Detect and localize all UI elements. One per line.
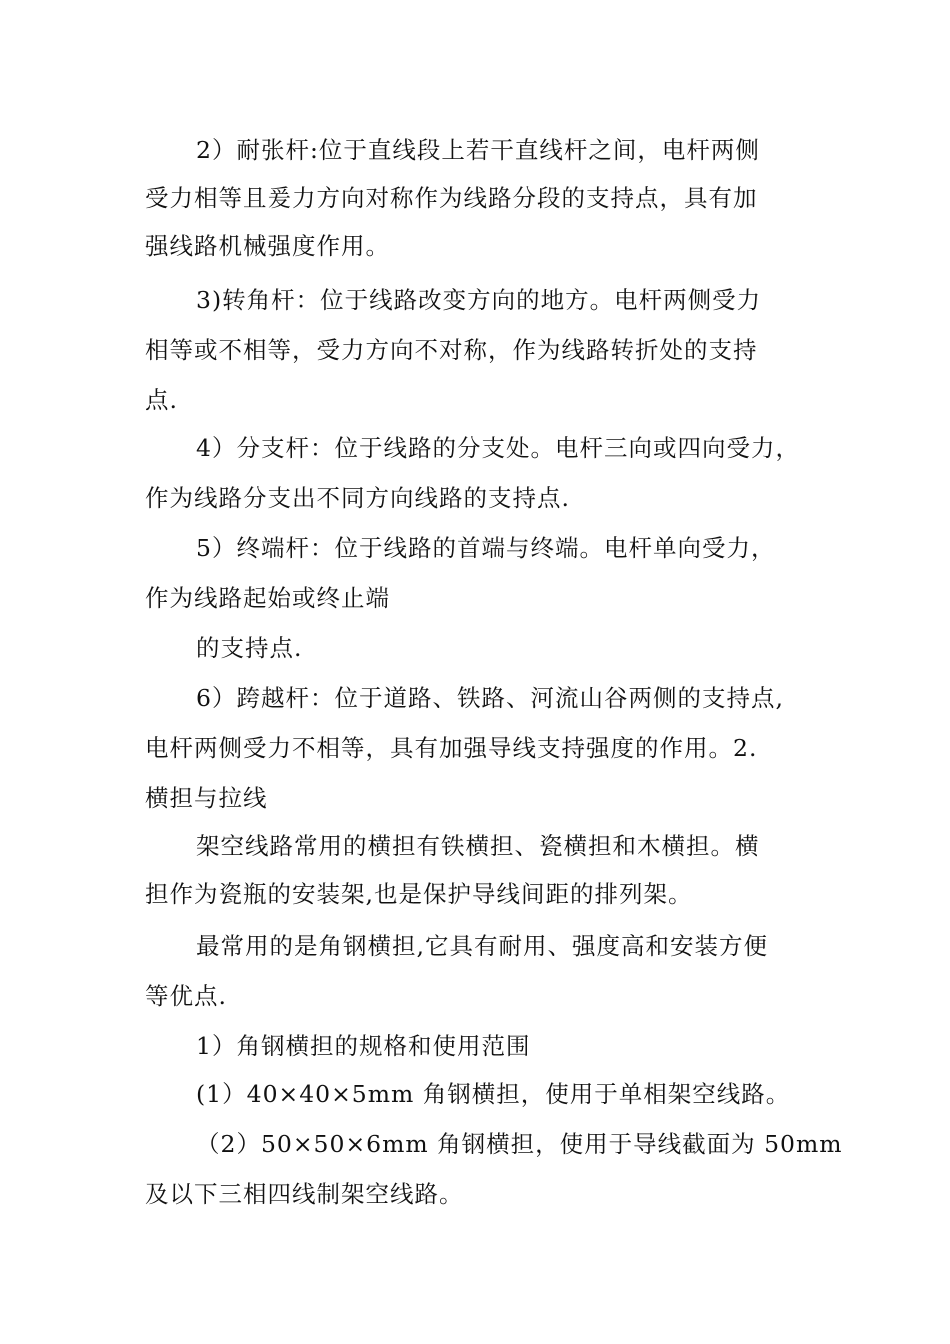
- subheading-angle-steel-specs: 1）角钢横担的规格和使用范围: [196, 1032, 531, 1060]
- paragraph-terminal-pole-line-2: 作为线路起始或终止端: [145, 584, 390, 612]
- paragraph-branch-pole-line-2: 作为线路分支出不同方向线路的支持点.: [145, 484, 570, 512]
- paragraph-angle-steel-line-2: 等优点.: [145, 982, 227, 1010]
- paragraph-tension-pole-line-1: 2）耐张杆:位于直线段上若干直线杆之间，电杆两侧: [196, 136, 760, 164]
- list-item-spec-2-line-1: （2）50×50×6mm 角钢横担，使用于导线截面为 50mm: [196, 1130, 843, 1158]
- paragraph-corner-pole-line-2: 相等或不相等，受力方向不对称，作为线路转折处的支持: [145, 336, 758, 364]
- paragraph-crossarm-types-line-1: 架空线路常用的横担有铁横担、瓷横担和木横担。横: [196, 832, 760, 860]
- paragraph-crossing-pole-line-2: 电杆两侧受力不相等，具有加强导线支持强度的作用。2.: [145, 734, 758, 762]
- list-item-spec-2-line-2: 及以下三相四线制架空线路。: [145, 1180, 464, 1208]
- paragraph-tension-pole-line-2: 受力相等且爰力方向对称作为线路分段的支持点，具有加: [145, 184, 758, 212]
- paragraph-angle-steel-line-1: 最常用的是角钢横担,它具有耐用、强度高和安装方便: [196, 932, 768, 960]
- paragraph-terminal-pole-line-1: 5）终端杆：位于线路的首端与终端。电杆单向受力，: [196, 534, 776, 562]
- list-item-spec-1: (1）40×40×5mm 角钢横担，使用于单相架空线路。: [196, 1080, 791, 1108]
- paragraph-corner-pole-line-3: 点.: [145, 386, 178, 414]
- paragraph-crossing-pole-line-1: 6）跨越杆：位于道路、铁路、河流山谷两侧的支持点,: [196, 684, 784, 712]
- paragraph-branch-pole-line-1: 4）分支杆：位于线路的分支处。电杆三向或四向受力，: [196, 434, 800, 462]
- paragraph-corner-pole-line-1: 3)转角杆：位于线路改变方向的地方。电杆两侧受力: [196, 286, 762, 314]
- paragraph-crossarm-types-line-2: 担作为瓷瓶的安装架,也是保护导线间距的排列架。: [145, 880, 693, 908]
- paragraph-tension-pole-line-3: 强线路机械强度作用。: [145, 232, 390, 260]
- paragraph-terminal-pole-line-3: 的支持点.: [196, 634, 303, 662]
- section-heading-crossarm: 横担与拉线: [145, 784, 268, 812]
